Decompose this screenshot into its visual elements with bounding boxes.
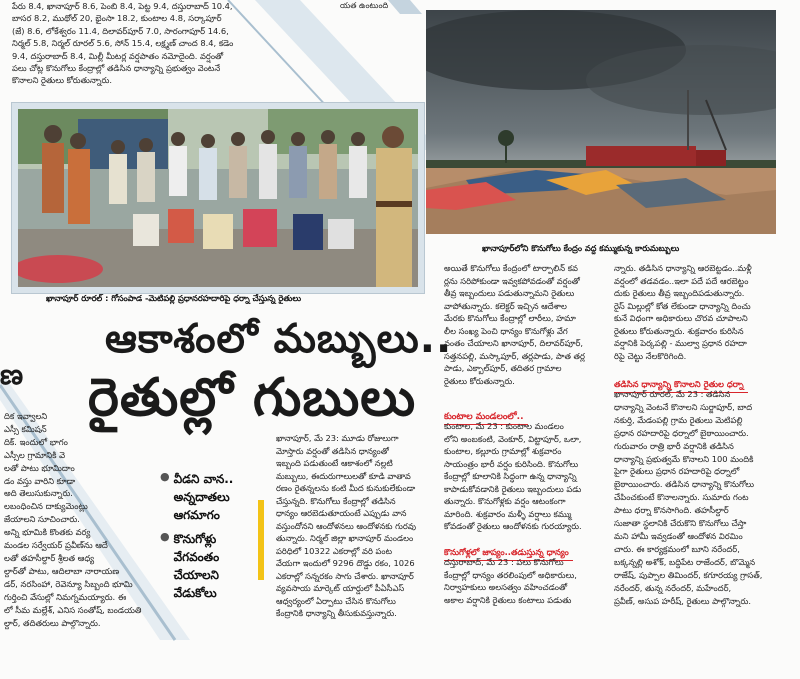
column-1-top-text: అయితే కొనుగోలు కేంద్రంలో టార్పాలిన్ కవ ర్లను సరిపోకుండా ఇవ్వకపోవడంతో వర్షంతో తీవ్ర ఇబ్బందులు పడుతున్నామని రైతులు వాపోతున్నారు. కలెక్టర్ ఇచ్చిన ఆదేశాల మేరకు కొనుగోలు కేంద్రాల్లో లారీలు, హమా లీల సంఖ్య పెంచి ధాన్యం కొనుగోళ్లు వేగ వంతం చేయాలని ఖానాపూర్, దిలావర్‌పూర్, సత్తనపల్లి, మస్కాపూర్, తర్లపాడు, పాత తర్ల పాడు, ఎక్బాల్‌పూర్, తదితర గ్రామాల రైతులు కోరుతున్నారు. xyxy=(444,263,585,386)
protest-photo-caption: ఖానాపూర్ రూరల్ : గోసంపాడ -మెటిపల్లి ప్రధానరహదారిపై ధర్నా చేస్తున్న రైతులు xyxy=(46,293,302,303)
protest-photo-image xyxy=(18,109,418,287)
sidebar-item-2-line: వేడుకోలు xyxy=(173,586,217,600)
protest-photo xyxy=(12,103,424,293)
dharna-section-text: ఖానాపూర్ రూరల్, మే 23 : తడిసిన ధాన్యాన్ని వెంటనే కొనాలని సుర్జాపూర్, బాద నకుర్తి, మేడంపల్లి గ్రామ రైతులు మెటిపల్లి ప్రధాన రహదారిపై ధర్నాలో బైఠాయించారు. గురువారం రాత్రి భారీ వర్షానికి తడిసిన ధాన్యాన్ని ప్రభుత్వమే కొనాలని 100 మందికి పైగా రైతులు ప్రధాన రహదారిపై ధర్నాలో బైఠాయించారు. తడిసిన ధాన్యాన్ని కొనుగోలు చేపించకుంటే కొనాలన్నారు. సుమారు గంట పాటు ధర్నా కొనసాగింది. తహసీల్దార్ సుజాతా స్థలానికి చేరుకొని కొనుగోలు చేస్తా మని హామీ ఇవ్వడంతో ఆందోళన విరమిం చారు. ఈ కార్యక్రమంలో బూని నరేందర్, బక్కన్నల్లి అశోక్, బద్దిపేట రాజేందర్, బొమ్మెన రాజేష్, పుప్పాల తిమిందర్, కగూరయ్య గ్రాసత్, నరేందర్, తున్న నరేందర్, మహేందర్, ప్రవీణ్, అసుప హరీష్, రైతులు పాల్గొన్నారు. xyxy=(614,389,763,606)
clouds-photo xyxy=(426,10,776,234)
main-article-text: ఖానాపూర్, మే 23: మూడు రోజులుగా మోస్తారు వర్షంతో తడిసిన ధాన్యంతో ఇబ్బంది పడుతుంటే ఆకాశంలో నల్లటి మబ్బులు, ఈదురుగాలులతో కూడి వాతావ రణం రైతన్నలను కంటి మీద కునుకులేకుండా చేస్తున్నది. కొనుగోలు కేంద్రాల్లో తడిసిన ధాన్యం ఆరబెడుతూయంటే ఎప్పుడు వాన వస్తుందోనని ఆందోళనలు ఆందోళనకు గురవు తున్నారు. నిర్మల్ జిల్లా ఖానాపూర్ మండలం పరిధిలో 10322 ఎకరాల్లో వరి పంట వేయగా ఇందులో 9296 దొడ్డు రకం, 1026 ఎకరాల్లో సన్నరకం సాగు చేశారు. ఖానాపూర్ వ్యవసాయ మార్కెట్ యార్డులో పీఏసీఎస్ ఆధ్వర్యంలో ఏర్పాటు చేసిన కొనుగోలు కేంద్రానికి ధాన్యాన్ని తీసుకువస్తున్నారు. xyxy=(276,433,417,618)
sidebar-item-1-line: ఆగమాగం xyxy=(173,508,220,522)
delay-section-title: కొనుగోళ్లలో జాప్యం..తడుస్తున్న ధాన్యం xyxy=(444,547,573,561)
delay-section-text: దస్తురాబాద్, మే 23 : పలు కొనుగోలు కేంద్రాల్లో ధాన్యం తరలింపులో అధికారులు, నిర్వాహకులు అలసత్వం వహించడంతో అకాల వర్షానికి రైతులు కంటాలు పడుతు xyxy=(444,557,577,605)
clouds-photo-caption: ఖానాపూర్‌లోని కొనుగోలు కేంద్రం వద్ద కమ్ముకున్న కారుమబ్బులు xyxy=(482,243,680,253)
left-column-headline-fragment: ణ xyxy=(0,358,25,391)
sidebar-accent-bar xyxy=(258,500,264,580)
column-2-top-text: న్నారు. తడిసిన ధాన్యాన్ని ఆరబెట్టడం..మళ్లీ వర్షంలో తడవడం..ఇలా పదే పదే ఆరబెట్టం దుకు రైతులు తీవ్ర ఇబ్బందిపడుతున్నారు. రైస్ మిల్లుల్లో కోత లేకుండా ధాన్యాన్ని దించు కునే విధంగా అధికారులు చొరవ చూపాలని రైతులు కోరుతున్నారు. శుక్రవారం కురిసిన వర్షానికి పెర్కపల్లి - ముల్వా ప్రధాన రహదా రిపై చెట్టు నేలకొరిగింది. xyxy=(614,263,752,361)
kuntala-section-text: కుంటాల, మే 23 : కుంటాల మండలం లోని అంబకంటి, వెంకూర్, విట్టాపూర్, ఒలా, కుంటాల, కల్లూరు గ్రామాల్లో శుక్రవారం సాయంత్రం భారీ వర్షం కురిసింది. కొనుగోలు కేంద్రాల్లో కూలానికి సిద్ధంగా ఉన్న ధాన్యాన్ని కాపాడుకోవడానికి రైతులు ఇబ్బందులు పడు తున్నారు. కొనుగోళ్లకు వర్షం ఆటంకంగా మారింది. శుక్రవారం మళ్ళీ వర్షాలు కమ్ము కోవడంతో రైతులు ఆందోళనకు గురయ్యారు. xyxy=(444,421,582,531)
sidebar-item-2-line: చేయాలని xyxy=(173,568,219,582)
dharna-section-title: తడిసిన ధాన్యాన్ని కొనాలని రైతుల ధర్నా xyxy=(614,379,748,393)
sidebar-item-1-line: అన్నదాతలు xyxy=(173,490,230,504)
left-column-text: దిక ఇవ్వాలని ఎస్సీ కమిషన్ దిక్. ఇందులో భాగం ఎస్సీల గ్రామానికి వె లతో పాటు భూమిదాం డం వస్తు వారిని కూడా అది తెలుసుకున్నారు. లబంధించిన దాక్యుమెంట్లు జేయాలని సూచించారు. అన్ని భూమికి కొంతకు వర్య మండల సర్వేయర్ ప్రవీణ్‌ను ఆదే లతో తహసీల్దార్ శ్రీలత ఆధ్య ల్దార్‌తో పాటు, ఆదిలాబా నారాయణ డర్, నరసింహా, రెవెన్యూ సిబ్బంది భూమి గుర్తించి వేసుల్లో నిమగ్నమయ్యారు. ఈ లో సీమ మల్లేశ్, ఎనిస సంతోష్, బండయతి ల్దార్, తదితరులు పాల్గొన్నారు. xyxy=(4,411,142,628)
headline-line-1: ఆకాశంలో మబ్బులు.. xyxy=(105,316,453,362)
clouds-photo-image xyxy=(426,10,776,234)
sidebar-summary xyxy=(160,470,260,630)
headline-line-2: రైతుల్లో గుబులు xyxy=(88,368,417,428)
bullet-icon: ● xyxy=(160,470,170,483)
top-left-article-text: పేరు 8.4, ఖానాపూర్ 8.6, పెంబి 8.4, పెట్ట 9.4, దస్తురాబాద్ 10.4, బాసర 8.2, ముథోల్ 20, భైంసా 18.2, కుంటాల 4.8, సర్కాపూర్ (జే) 8.6, లోకేశ్వరం 11.4, దిలావర్‌పూర్ 7.0, సారంగాపూర్ 14.6, నిర్మల్ 5.8, నిర్మల్ రూరల్ 5.6, సోన్ 15.4, లక్ష్మణ్ చాంద 8.4, కడెం 9.4, దస్తురాబాద్ 8.4, మిల్లీ మీటర్ల వర్షపాతం నమోదైంది. వర్షంతో పలు చోట్ల కొనుగోలు కేంద్రాల్లో తడిసిన ధాన్యాన్ని ప్రభుత్వం వెంటనే కొనాలని రైతులు కోరుతున్నారు. xyxy=(12,1,234,86)
sidebar-item-2-line: వేగవంతం xyxy=(173,550,220,564)
sidebar-item-1 xyxy=(160,470,260,524)
bullet-icon: ● xyxy=(160,530,170,543)
kuntala-section-title: కుంటాల మండలంలో.. xyxy=(444,412,528,425)
sidebar-item-1-line: వీడని వాన.. xyxy=(173,472,234,486)
sidebar-item-2 xyxy=(160,530,260,602)
sidebar-item-2-line: కొనుగోళ్లు xyxy=(173,532,217,546)
top-stub-text: యత ఉంటుంది xyxy=(340,1,389,10)
